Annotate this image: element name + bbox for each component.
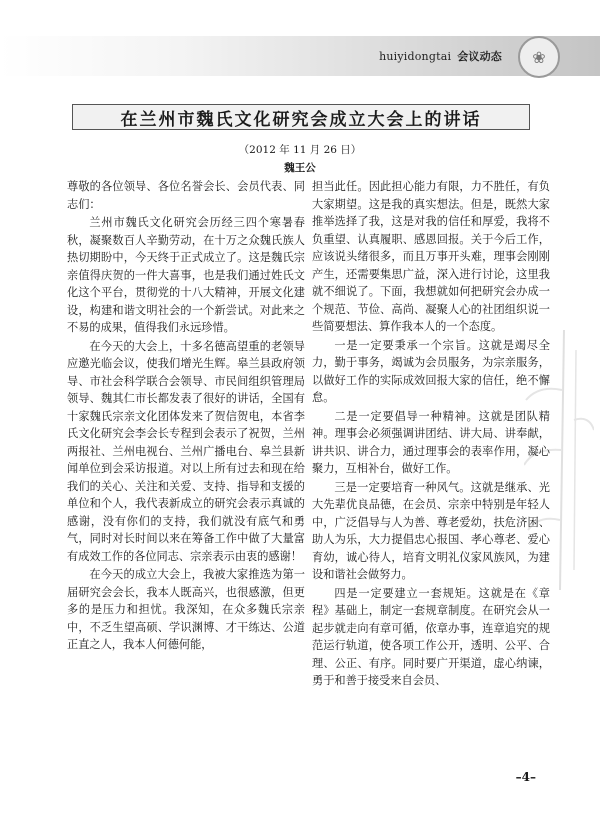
section-title: 会议动态 <box>457 50 502 63</box>
left-column <box>67 178 305 654</box>
paragraph: 一是一定要秉承一个宗旨。这就是竭尽全力，勤于事务，竭诚为会员服务，为宗亲服务，以做好工作的实际成效回报大家的信任，绝不懈怠。 <box>312 338 550 404</box>
paragraph: 兰州市魏氏文化研究会历经三四个寒暑春秋，凝聚数百人辛勤劳动，在十万之众魏氏族人热切期盼中，今天终于正式成立了。这是魏氏宗亲值得庆贺的一件大喜事，也是我们通过姓氏文化这个平台，贯彻党的十八大精神，开展文化建设，构建和谐文明社会的一个新尝试。对此来之不易的成果，值得我们永远珍惜。 <box>67 216 305 334</box>
page-number: –4– <box>515 770 536 784</box>
paragraph: 担当此任。因此担心能力有限，力不胜任，有负大家期望。这是我的真实想法。但是，既然大家推举选择了我，这是对我的信任和厚爱，我将不负重望、认真履职、感恩回报。关于今后工作，应该说头绪很多，而且万事开头难，理事会刚刚产生，还需要集思广益，深入进行讨论，这里我就不细说了。下面，我想就如何把研究会办成一个规范、节俭、高尚、凝聚人心的社团组织说一些简要想法、算作我本人的一个态度。 <box>312 180 550 333</box>
article-author: 魏王公 <box>284 162 316 174</box>
paragraph: 三是一定要培育一种风气。这就是继承、光大先辈优良品德，在会员、宗亲中特别是年轻人中，广泛倡导与人为善、尊老爱幼，扶危济困、助人为乐，大力提倡忠心报国、孝心尊老、爱心育幼，诚心待人，培育文明礼仪家风族风，为建设和谐社会做努力。 <box>312 480 550 581</box>
section-pinyin: huiyidongtai <box>379 50 452 63</box>
header-band <box>0 36 600 76</box>
section-header <box>379 48 502 64</box>
article-title: 在兰州市魏氏文化研究会成立大会上的讲话 <box>72 104 530 130</box>
paragraph: 在今天的成立大会上，我被大家推选为第一届研究会会长，我本人既高兴，也很感激，但更多的是压力和担忧。我深知，在众多魏氏宗亲中，不乏生望高硕、学识渊博、才干练达、公道正直之人，我本人何德何能， <box>67 568 305 651</box>
article-date: （2012 年 11 月 26 日） <box>238 144 362 156</box>
right-column <box>312 178 550 690</box>
paragraph: 在今天的大会上，十多名德高望重的老领导应邀光临会议，使我们增光生辉。皋兰县政府领导、市社会科学联合会领导、市民间组织管理局领导、魏其仁市长都发表了很好的讲话，全国有十家魏氏宗亲文化团体发来了贺信贺电，本省李氏文化研究会李会长专程到会表示了祝贺，兰州两报社、兰州电视台、兰州广播电台、皋兰县新闻单位到会采访报道。对以上所有过去和现在给我们的关心、关注和关爱、支持、指导和支援的单位和个人，我代表新成立的研究会表示真诚的感谢，没有你们的支持，我们就没有底气和勇气，同时对长时间以来在筹备工作中做了大量富有成效工作的各位同志、宗亲表示由衷的感谢！ <box>67 339 305 563</box>
salutation: 尊敬的各位领导、各位名誉会长、会员代表、同志们： <box>67 180 305 211</box>
paragraph: 二是一定要倡导一种精神。这就是团队精神。理事会必须强调讲团结、讲大局、讲奉献，讲共识、讲合力，通过理事会的表率作用，凝心聚力，互相补台，做好工作。 <box>312 409 550 475</box>
paragraph: 四是一定要建立一套规矩。这就是在《章程》基础上，制定一套规章制度。在研究会从一起步就走向有章可循，依章办事，连章追究的规范运行轨道，使各项工作公开，透明、公平、合理、公正、有序。同时要广开渠道，虚心纳谏，勇于和善于接受来自会员、 <box>312 586 550 687</box>
seal-emblem-icon: ❀ <box>518 36 560 78</box>
